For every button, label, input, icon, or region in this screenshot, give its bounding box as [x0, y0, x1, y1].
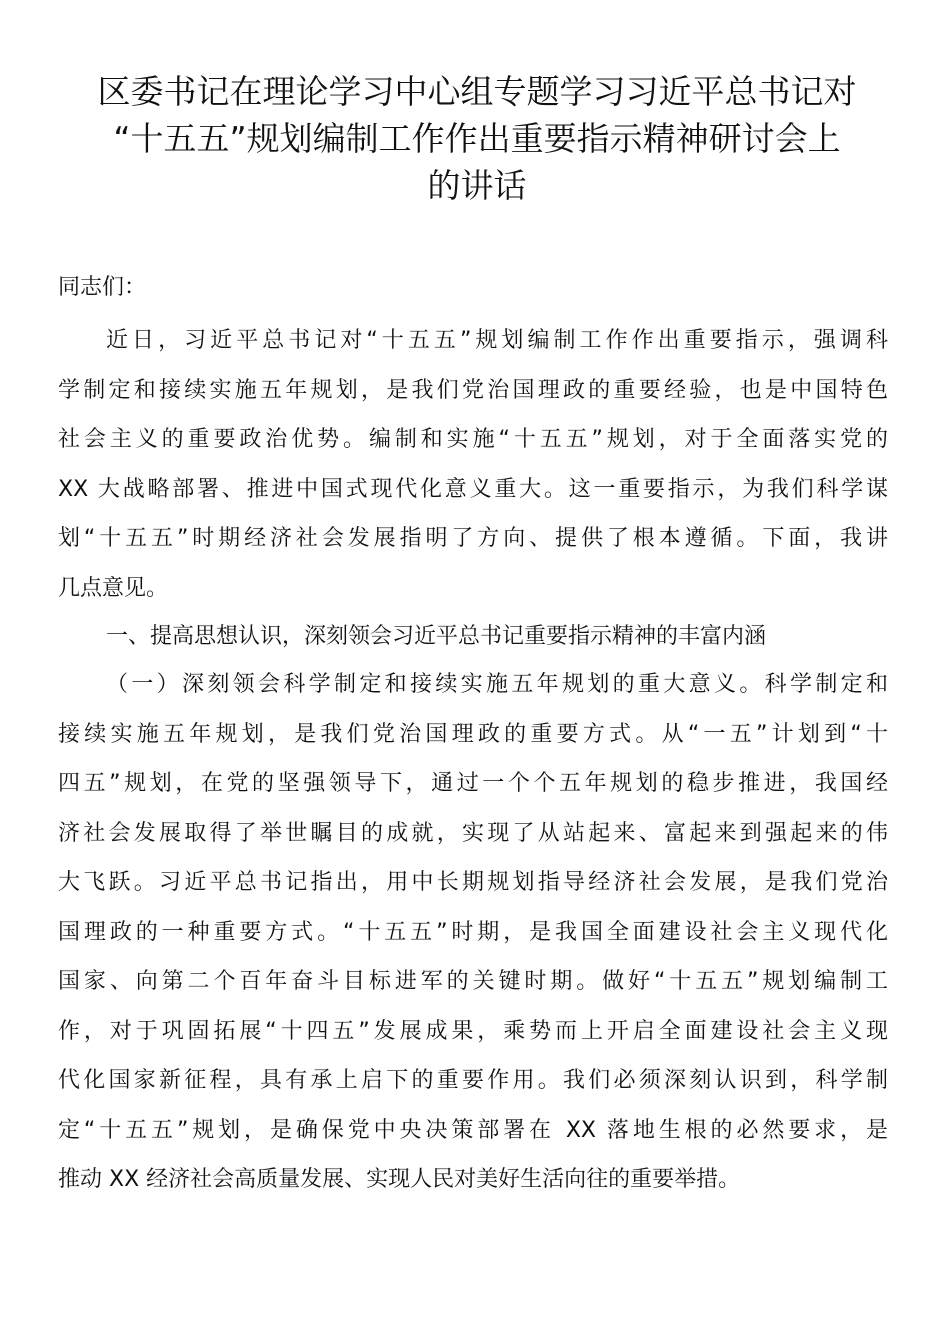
paragraph-line: 学制定和接续实施五年规划，是我们党治国理政的重要经验，也是中国特色 [58, 377, 888, 403]
paragraph-line: 定“十五五”规划，是确保党中央决策部署在 XX 落地生根的必然要求，是 [58, 1117, 888, 1143]
paragraph-line: 几点意见。 [58, 575, 169, 601]
paragraph-line: 国理政的一种重要方式。“十五五”时期，是我国全面建设社会主义现代化 [58, 919, 888, 945]
paragraph-line: 近日，习近平总书记对“十五五”规划编制工作作出重要指示，强调科 [106, 328, 888, 353]
title-line-2: “十五五”规划编制工作作出重要指示精神研讨会上 [113, 119, 841, 158]
paragraph-line: 推动 XX 经济社会高质量发展、实现人民对美好生活向往的重要举措。 [58, 1167, 741, 1192]
paragraph-line: XX 大战略部署、推进中国式现代化意义重大。这一重要指示，为我们科学谋 [58, 476, 888, 502]
paragraph-line: （一）深刻领会科学制定和接续实施五年规划的重大意义。科学制定和 [106, 672, 888, 697]
paragraph-line: 社会主义的重要政治优势。编制和实施“十五五”规划，对于全面落实党的 [58, 427, 888, 452]
paragraph-line: 国家、向第二个百年奋斗目标进军的关键时期。做好“十五五”规划编制工 [58, 969, 888, 994]
paragraph-line: 代化国家新征程，具有承上启下的重要作用。我们必须深刻认识到，科学制 [58, 1068, 888, 1093]
document-title [62, 68, 892, 209]
section-heading-1 [58, 612, 888, 662]
paragraph-line: 济社会发展取得了举世瞩目的成就，实现了从站起来、富起来到强起来的伟 [58, 820, 888, 846]
paragraph-line: 作，对于巩固拓展“十四五”发展成果，乘势而上开启全面建设社会主义现 [58, 1018, 888, 1044]
paragraph-line: 大飞跃。习近平总书记指出，用中长期规划指导经济社会发展，是我们党治 [58, 870, 888, 895]
title-line-1: 区委书记在理论学习中心组专题学习习近平总书记对 [97, 72, 857, 111]
paragraph-section-1-1 [58, 660, 888, 1205]
salutation: 同志们： [58, 275, 147, 300]
paragraph-line: 划“十五五”时期经济社会发展指明了方向、提供了根本遵循。下面，我讲 [58, 526, 888, 551]
section-heading-text: 一、提高思想认识，深刻领会习近平总书记重要指示精神的丰富内涵 [106, 624, 767, 649]
paragraph-line: 接续实施五年规划，是我们党治国理政的重要方式。从“一五”计划到“十 [58, 721, 888, 747]
paragraph-line: 四五”规划，在党的坚强领导下，通过一个个五年规划的稳步推进，我国经 [58, 771, 888, 796]
paragraph-intro [58, 316, 888, 613]
title-line-3: 的讲话 [427, 166, 527, 205]
